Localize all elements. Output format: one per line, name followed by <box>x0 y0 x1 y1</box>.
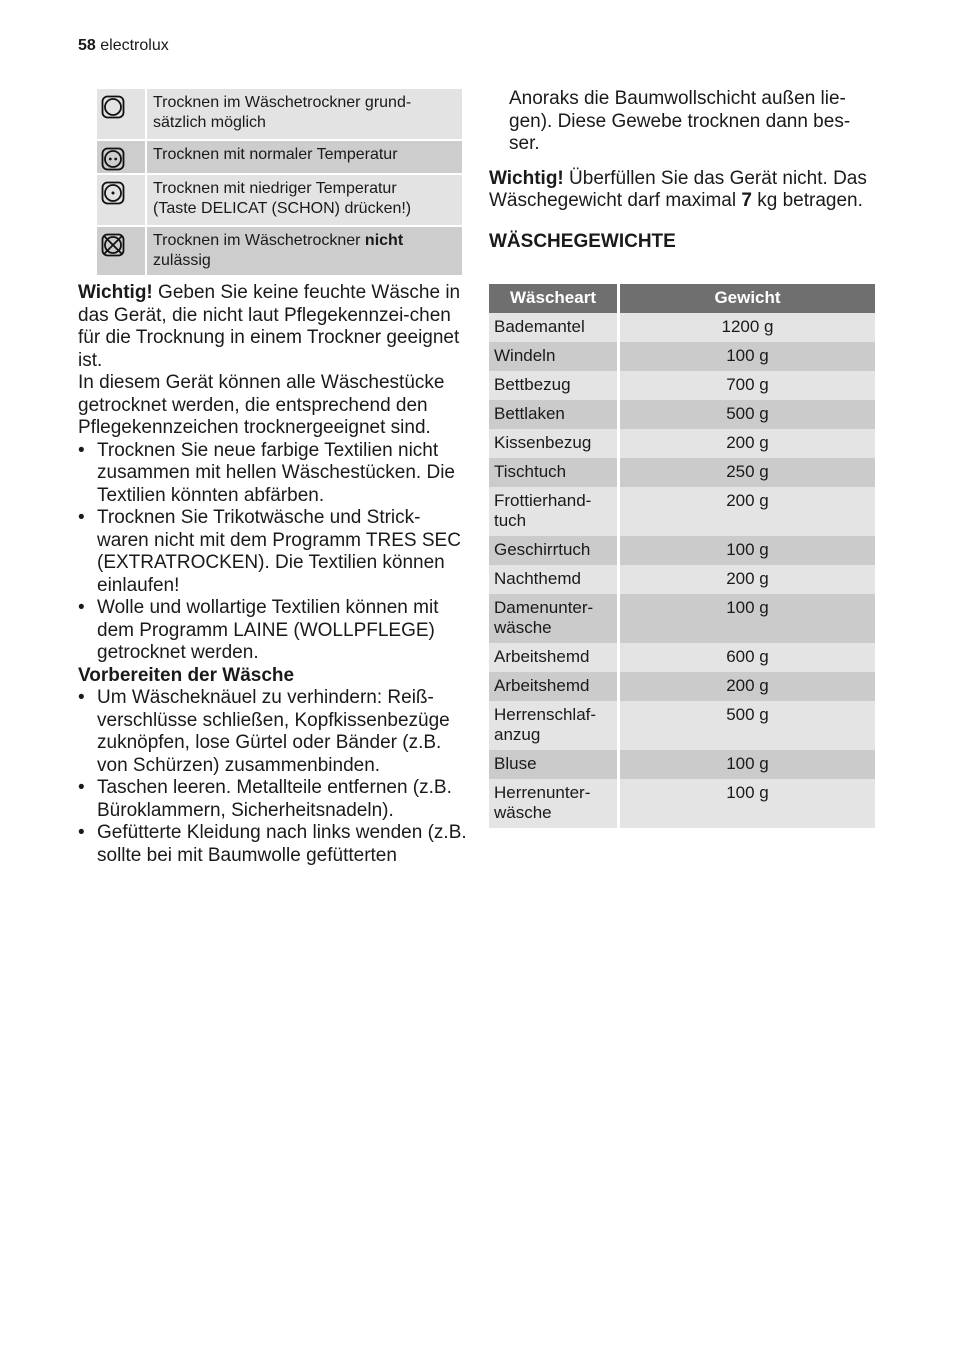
page-header <box>78 37 169 55</box>
care-symbol-text-part: Trocknen im Wäschetrockner <box>153 232 365 249</box>
table-row <box>489 429 875 458</box>
laundry-type-cell: Tischtuch <box>489 458 620 487</box>
table-row <box>489 536 875 565</box>
table-row <box>489 458 875 487</box>
section-title: WÄSCHEGEWICHTE <box>489 230 676 252</box>
weight-cell: 200 g <box>726 676 769 695</box>
laundry-type-cell: Arbeitshemd <box>489 672 620 701</box>
weight-cell: 100 g <box>726 346 769 365</box>
care-symbol-text: Trocknen mit niedriger Temperatur (Taste DELICAT (SCHON) drücken!) <box>147 175 462 225</box>
laundry-type-cell: Frottierhand- tuch <box>489 487 620 536</box>
left-column <box>78 282 468 867</box>
list-item: • Gefütterte Kleidung nach links wenden (z.B. sollte bei mit Baumwolle gefütterten <box>78 822 468 867</box>
weight-cell: 500 g <box>726 404 769 423</box>
weight-cell: 250 g <box>726 462 769 481</box>
care-symbol-table <box>97 89 462 277</box>
care-symbol-text-bold: nicht <box>364 232 404 249</box>
weight-cell: 700 g <box>726 375 769 394</box>
column-header: Gewicht <box>714 288 781 307</box>
care-symbol-text: Trocknen mit normaler Temperatur <box>147 141 462 173</box>
care-symbol-row <box>97 141 462 175</box>
table-row <box>489 342 875 371</box>
continued-paragraph: Anoraks die Baumwollschicht außen lie-gen). Diese Gewebe trocknen dann bes-ser. <box>509 88 851 154</box>
weight-cell: 200 g <box>726 433 769 452</box>
care-symbol-text-part: zulässig <box>153 252 211 269</box>
table-body <box>489 313 875 828</box>
info-paragraph: In diesem Gerät können alle Wäschestücke getrocknet werden, die entsprechend den Pflegekennzeichen trocknergeeignet sind. <box>78 372 445 438</box>
weight-cell: 600 g <box>726 647 769 666</box>
table-row <box>489 594 875 643</box>
laundry-type-cell: Herrenunter- wäsche <box>489 779 620 828</box>
right-column <box>489 88 875 253</box>
warning-paragraph <box>489 168 875 213</box>
bullet-list <box>78 687 468 867</box>
page-number: 58 <box>78 37 96 54</box>
table-row <box>489 672 875 701</box>
laundry-type-cell: Bettlaken <box>489 400 620 429</box>
tumble-dry-forbidden-icon <box>97 227 147 275</box>
warning-label: Wichtig! <box>78 282 153 303</box>
table-row <box>489 313 875 342</box>
laundry-type-cell: Nachthemd <box>489 565 620 594</box>
list-item: • Trocknen Sie Trikotwäsche und Strick-waren nicht mit dem Programm TRES SEC (EXTRATROCKEN). Die Textilien können einlaufen! <box>78 507 468 597</box>
laundry-type-cell: Damenunter- wäsche <box>489 594 620 643</box>
laundry-type-cell: Geschirrtuch <box>489 536 620 565</box>
table-row <box>489 643 875 672</box>
care-symbol-row <box>97 227 462 277</box>
care-symbol-row <box>97 89 462 141</box>
bullet-list <box>78 440 468 665</box>
warning-paragraph <box>78 282 468 372</box>
weight-cell: 200 g <box>726 491 769 510</box>
tumble-dry-normal-icon <box>97 141 147 173</box>
list-item: • Wolle und wollartige Textilien können mit dem Programm LAINE (WOLLPFLEGE) getrocknet werden. <box>78 597 468 665</box>
weight-cell: 500 g <box>726 705 769 724</box>
subheading: Vorbereiten der Wäsche <box>78 664 295 686</box>
list-item: • Um Wäscheknäuel zu verhindern: Reiß-verschlüsse schließen, Kopfkissenbezüge zuknöpfen, lose Gürtel oder Bänder (z.B. von Schürzen) zusammenbinden. <box>78 687 468 777</box>
laundry-type-cell: Bettbezug <box>489 371 620 400</box>
table-row <box>489 701 875 750</box>
laundry-type-cell: Herrenschlaf- anzug <box>489 701 620 750</box>
weight-cell: 100 g <box>726 754 769 773</box>
table-header-row <box>489 284 875 313</box>
warning-text: Geben Sie keine feuchte Wäsche in das Gerät, die nicht laut Pflegekennzei-chen für die Trocknung in einem Trockner geeignet ist. <box>78 282 461 371</box>
laundry-type-cell: Windeln <box>489 342 620 371</box>
care-symbol-text: Trocknen im Wäschetrockner grund- sätzlich möglich <box>147 89 462 139</box>
table-row <box>489 750 875 779</box>
tumble-dry-allowed-icon <box>97 89 147 139</box>
table-row <box>489 371 875 400</box>
weight-cell: 100 g <box>726 598 769 617</box>
care-symbol-row <box>97 175 462 227</box>
table-row <box>489 400 875 429</box>
list-item: • Trocknen Sie neue farbige Textilien nicht zusammen mit hellen Wäschestücken. Die Textilien könnten abfärben. <box>78 440 468 508</box>
tumble-dry-low-icon <box>97 175 147 225</box>
warning-text: kg betragen. <box>751 190 863 211</box>
table-row <box>489 487 875 536</box>
max-weight-number: 7 <box>741 190 752 211</box>
laundry-type-cell: Bluse <box>489 750 620 779</box>
warning-label: Wichtig! <box>489 167 564 189</box>
laundry-type-cell: Kissenbezug <box>489 429 620 458</box>
laundry-type-cell: Bademantel <box>489 313 620 342</box>
warning-text: Überfüllen Sie das Gerät nicht. Das Wäschegewicht darf maximal <box>489 167 867 211</box>
column-header: Wäscheart <box>489 284 620 313</box>
care-symbol-text <box>147 227 462 275</box>
weight-cell: 1200 g <box>721 317 774 336</box>
list-item: • Taschen leeren. Metallteile entfernen (z.B. Büroklammern, Sicherheitsnadeln). <box>78 777 468 822</box>
laundry-weights-table <box>489 284 875 828</box>
brand-name: electrolux <box>100 37 169 54</box>
laundry-type-cell: Arbeitshemd <box>489 643 620 672</box>
table-row <box>489 565 875 594</box>
weight-cell: 200 g <box>726 569 769 588</box>
weight-cell: 100 g <box>726 540 769 559</box>
table-row <box>489 779 875 828</box>
weight-cell: 100 g <box>726 783 769 802</box>
